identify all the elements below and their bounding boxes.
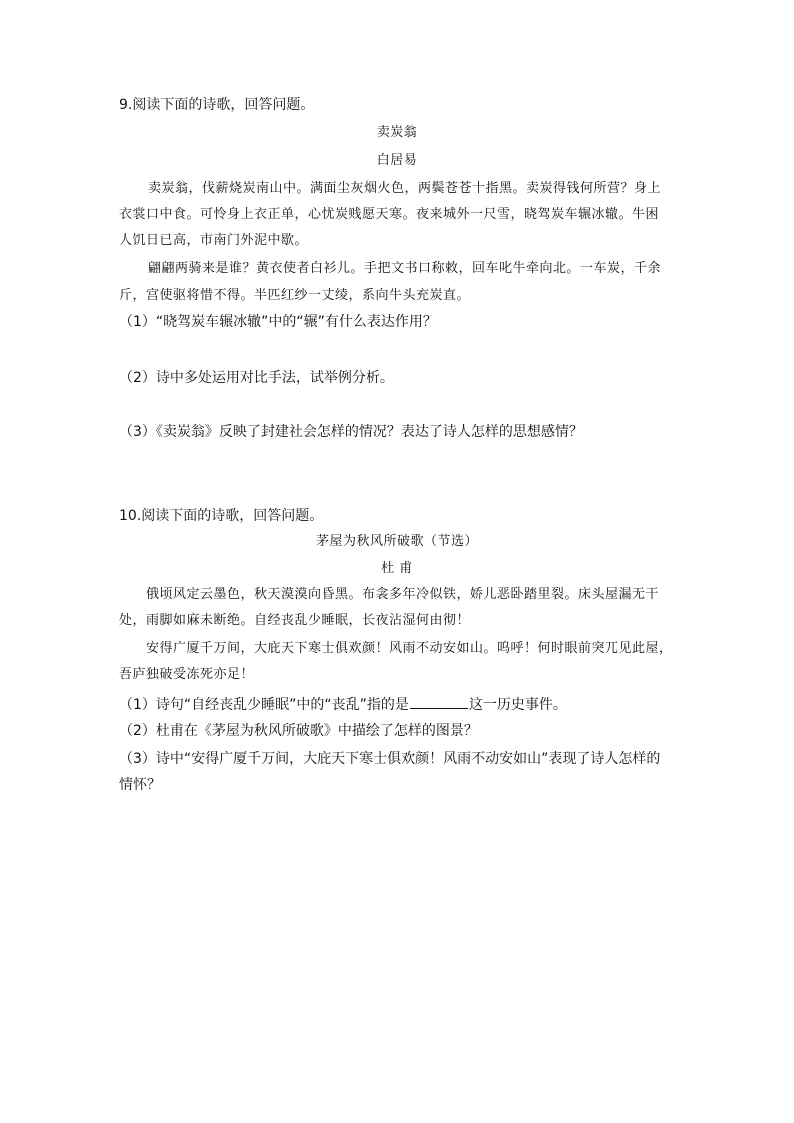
sub-question-text: 这一历史事件。 — [468, 697, 567, 713]
sub-question: 情怀？ — [119, 777, 161, 793]
answer-blank — [410, 694, 468, 709]
poem-author: 白居易 — [376, 153, 418, 168]
question-10-heading: 10.阅读下面的诗歌，回答问题。 — [119, 508, 324, 524]
sub-question-text: （1）诗句“自经丧乱少睡眠”中的“丧乱”指的是 — [119, 697, 409, 713]
question-9-heading: 9.阅读下面的诗歌，回答问题。 — [119, 97, 315, 113]
sub-question — [119, 694, 567, 714]
poem-line: 处，雨脚如麻未断绝。自经丧乱少睡眠，长夜沾湿何由彻！ — [119, 613, 471, 628]
poem-line: 斤，宫使驱将惜不得。半匹红纱一丈绫，系向牛头充炭直。 — [119, 288, 471, 303]
sub-question: （3）诗中“安得广厦千万间，大庇天下寒士俱欢颜！风雨不动安如山”表现了诗人怎样的 — [119, 751, 661, 767]
poem-title: 茅屋为秋风所破歌（节选） — [315, 534, 478, 549]
poem-line: 卖炭翁，伐薪烧炭南山中。满面尘灰烟火色，两鬓苍苍十指黑。卖炭得钱何所营？身上 — [148, 181, 662, 196]
poem-line: 衣裳口中食。可怜身上衣正单，心忧炭贱愿天寒。夜来城外一尺雪，晓驾炭车辗冰辙。牛困 — [119, 207, 660, 222]
poem-title: 卖炭翁 — [376, 125, 418, 140]
poem-line: 人饥日已高，市南门外泥中歇。 — [119, 233, 309, 248]
poem-author: 杜 甫 — [381, 561, 413, 576]
sub-question: （1）“晓驾炭车辗冰辙”中的“辗”有什么表达作用？ — [119, 314, 437, 330]
poem-line: 俄顷风定云墨色，秋天漠漠向昏黑。布衾多年冷似铁，娇儿恶卧踏里裂。床头屋漏无干 — [146, 587, 660, 602]
sub-question: （2）诗中多处运用对比手法，试举例分析。 — [119, 370, 394, 386]
sub-question: （3）《卖炭翁》反映了封建社会怎样的情况？表达了诗人怎样的思想感情？ — [119, 424, 583, 440]
poem-line: 翩翩两骑来是谁？黄衣使者白衫儿。手把文书口称敕，回车叱牛牵向北。一车炭，千余 — [148, 261, 662, 276]
sub-question: （2）杜甫在《茅屋为秋风所破歌》中描绘了怎样的图景？ — [119, 723, 478, 739]
poem-line: 安得广厦千万间，大庇天下寒士俱欢颜！风雨不动安如山。呜呼！何时眼前突兀见此屋， — [146, 641, 673, 656]
poem-line: 吾庐独破受冻死亦足！ — [119, 667, 255, 682]
